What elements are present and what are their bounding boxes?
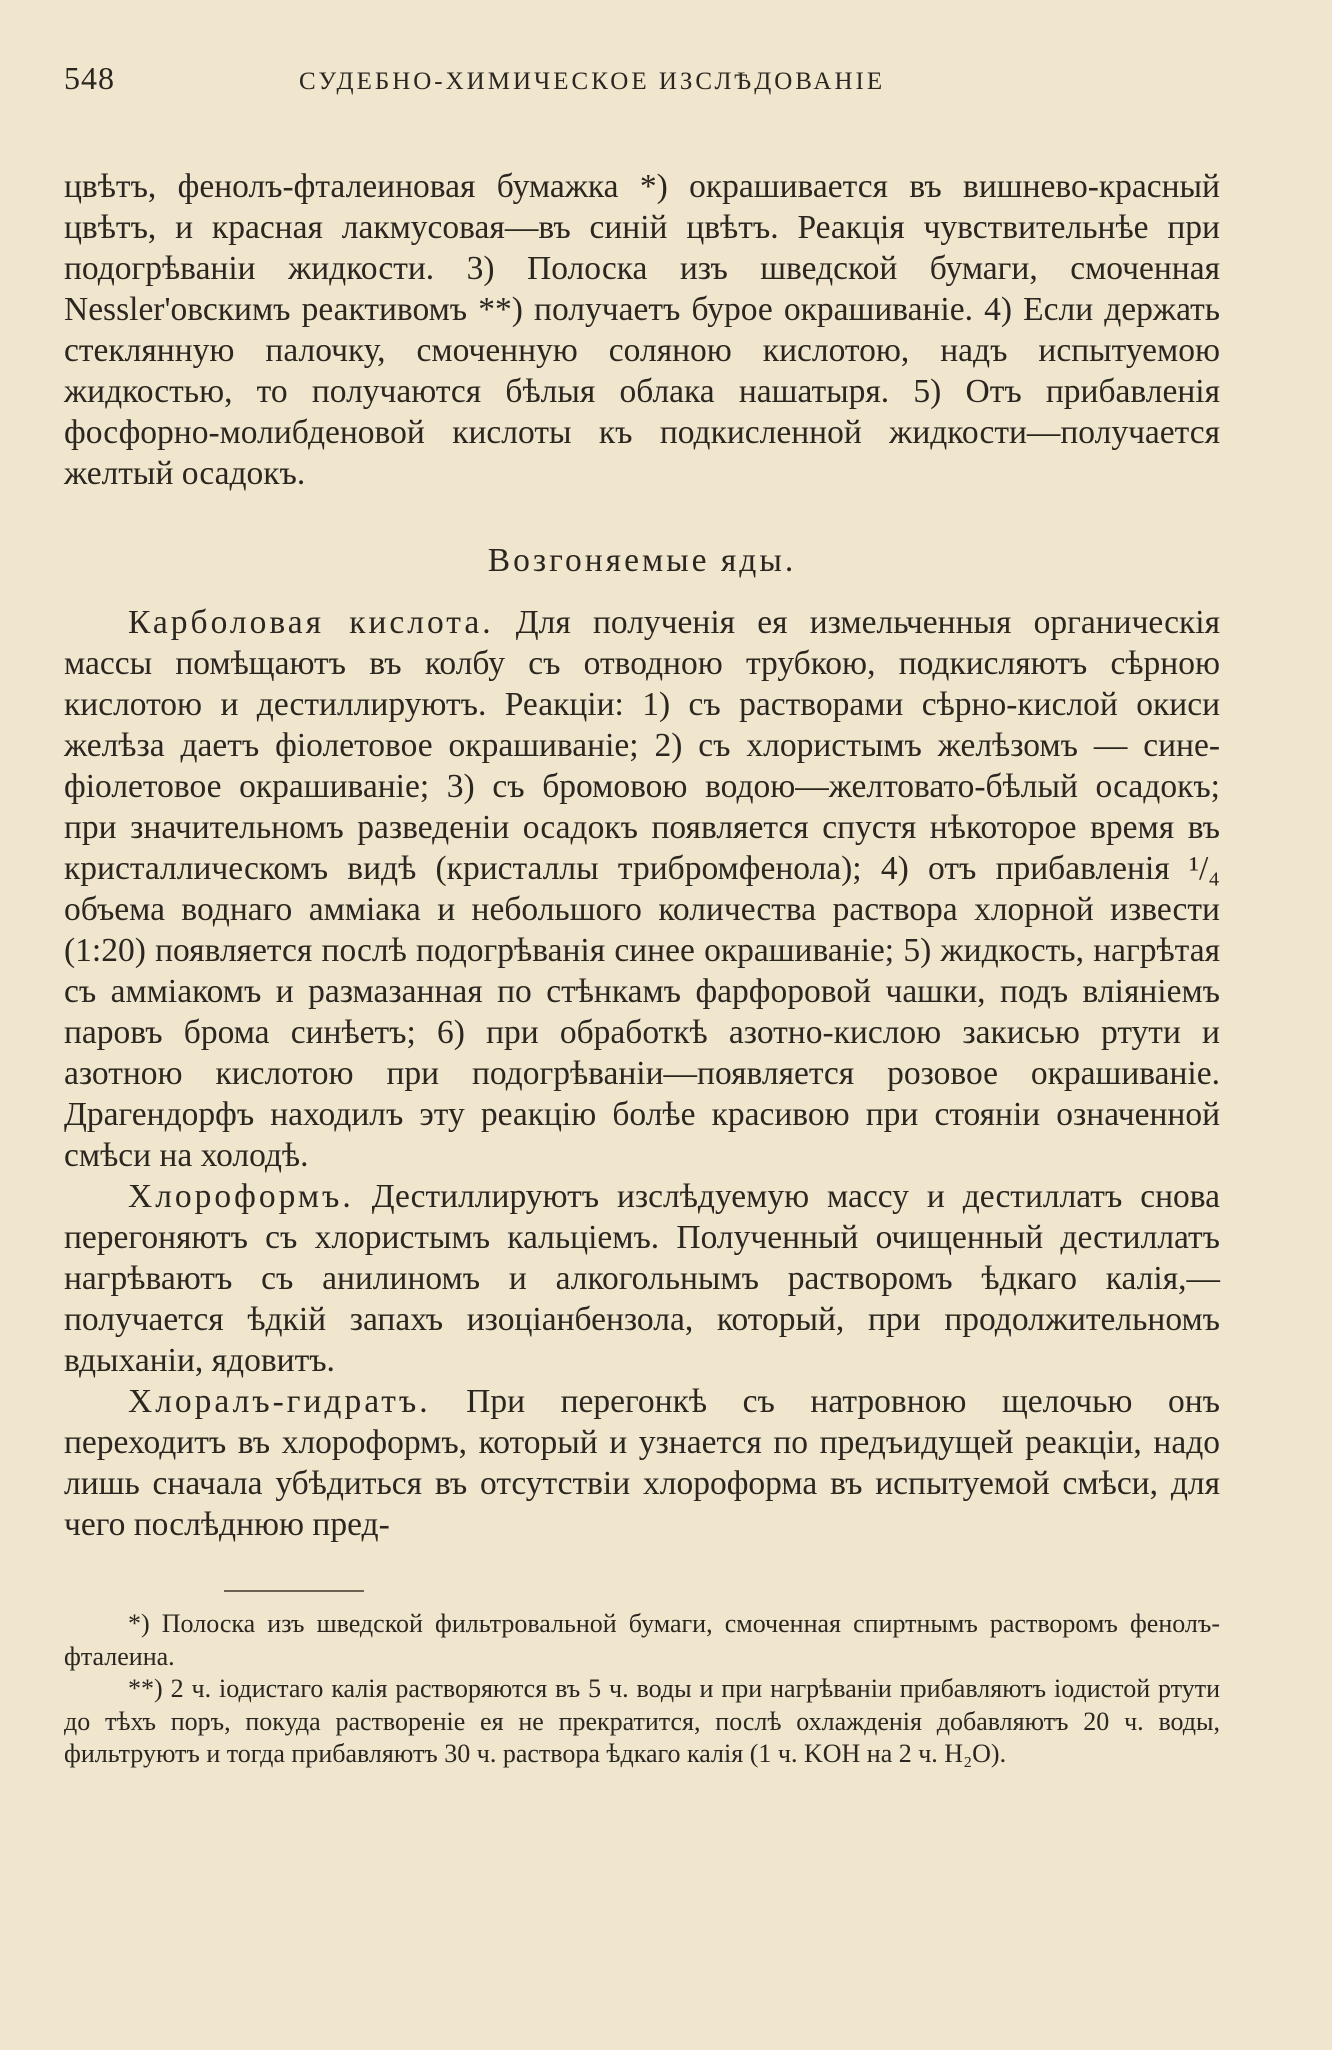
- page-header: [64, 60, 1220, 110]
- footnote-1: *) Полоска изъ шведской фильтровальной бумаги, смоченная спиртнымъ растворомъ фенолъ-фталеина.: [64, 1609, 1220, 1671]
- paragraph-chloral-hydrate: [64, 1381, 1220, 1545]
- paragraph-chloroform: [64, 1176, 1220, 1381]
- section-heading: Возгоняемые яды.: [487, 542, 797, 579]
- paragraph-carbolic-acid: [64, 602, 1220, 1176]
- term-carbolic-acid: Карболовая кислота.: [128, 604, 494, 641]
- footnote-divider: [224, 1590, 364, 1592]
- footnotes: [64, 1608, 1220, 1771]
- paragraph-ammonia-reactions: цвѣтъ, фенолъ-фталеиновая бумажка *) окрашивается въ вишнево-красный цвѣтъ, и красная лакмусовая—въ синій цвѣтъ. Реакція чувствительнѣе при подогрѣваніи жидкости. 3) Полоска изъ шведской бумаги, смоченная Nessler'овскимъ реактивомъ **) получаетъ бурое окрашиваніе. 4) Если держать стеклянную палочку, смоченную соляною кислотою, надъ испытуемою жидкостью, то получаются бѣлыя облака нашатыря. 5) Отъ прибавленія фосфорно-молибденовой кислоты къ подкисленной жидкости—получается желтый осадокъ.: [64, 168, 1220, 492]
- term-chloral-hydrate: Хлоралъ-гидратъ.: [128, 1383, 431, 1420]
- page-number: 548: [64, 60, 115, 96]
- term-chloroform: Хлороформъ.: [128, 1178, 354, 1215]
- body-text: [64, 166, 1220, 1545]
- paragraph-text: Для полученія ея измельченныя органическія массы помѣщаютъ въ колбу съ отводною трубкою, подкисляютъ сѣрною кислотою и дестиллируютъ. Реакціи: 1) съ растворами сѣрно-кислой окиси желѣза даетъ фіолетовое окрашиваніе; 2) съ хлористымъ желѣзомъ — сине-фіолетовое окрашиваніе; 3) съ бромовою водою—желтовато-бѣлый осадокъ; при значительномъ разведеніи осадокъ появляется спустя нѣкоторое время въ кристаллическомъ видѣ (кристаллы трибромфенола); 4) отъ прибавленія ¹/₄ объема воднаго амміака и небольшого количества раствора хлорной извести (1:20) появляется послѣ подогрѣванія синее окрашиваніе; 5) жидкость, нагрѣтая съ амміакомъ и размазанная по стѣнкамъ фарфоровой чашки, подъ вліяніемъ паровъ брома синѣетъ; 6) при обработкѣ азотно-кислою закисью ртути и азотною кислотою при подогрѣваніи—появляется розовое окрашиваніе. Драгендорфъ находилъ эту реакцію болѣе красивою при стояніи означенной смѣси на холодѣ.: [64, 604, 1220, 1174]
- paragraph-text: Дестиллируютъ изслѣдуемую массу и дестиллатъ снова перегоняютъ съ хлористымъ кальціемъ. Полученный очищенный дестиллатъ нагрѣваютъ съ анилиномъ и алкогольнымъ растворомъ ѣдкаго калія,—получается ѣдкій запахъ изоціанбензола, который, при продолжительномъ вдыханіи, ядовитъ.: [64, 1178, 1220, 1379]
- paragraph-text: При перегонкѣ съ натровною щелочью онъ переходитъ въ хлороформъ, который и узнается по предъидущей реакціи, надо лишь сначала убѣдиться въ отсутствіи хлороформа въ испытуемой смѣси, для чего послѣднюю пред-: [64, 1383, 1220, 1543]
- footnote-2: **) 2 ч. іодистаго калія растворяются въ 5 ч. воды и при нагрѣваніи прибавляютъ іодистой ртути до тѣхъ поръ, покуда раствореніе ея не прекратится, послѣ охлажденія добавляютъ 20 ч. воды, фильтруютъ и тогда прибавляютъ 30 ч. раствора ѣдкаго калія (1 ч. KOH на 2 ч. H₂O).: [64, 1674, 1220, 1768]
- running-title: СУДЕБНО-ХИМИЧЕСКОЕ ИЗСЛѢДОВАНІЕ: [299, 68, 886, 95]
- book-page: [64, 60, 1220, 1771]
